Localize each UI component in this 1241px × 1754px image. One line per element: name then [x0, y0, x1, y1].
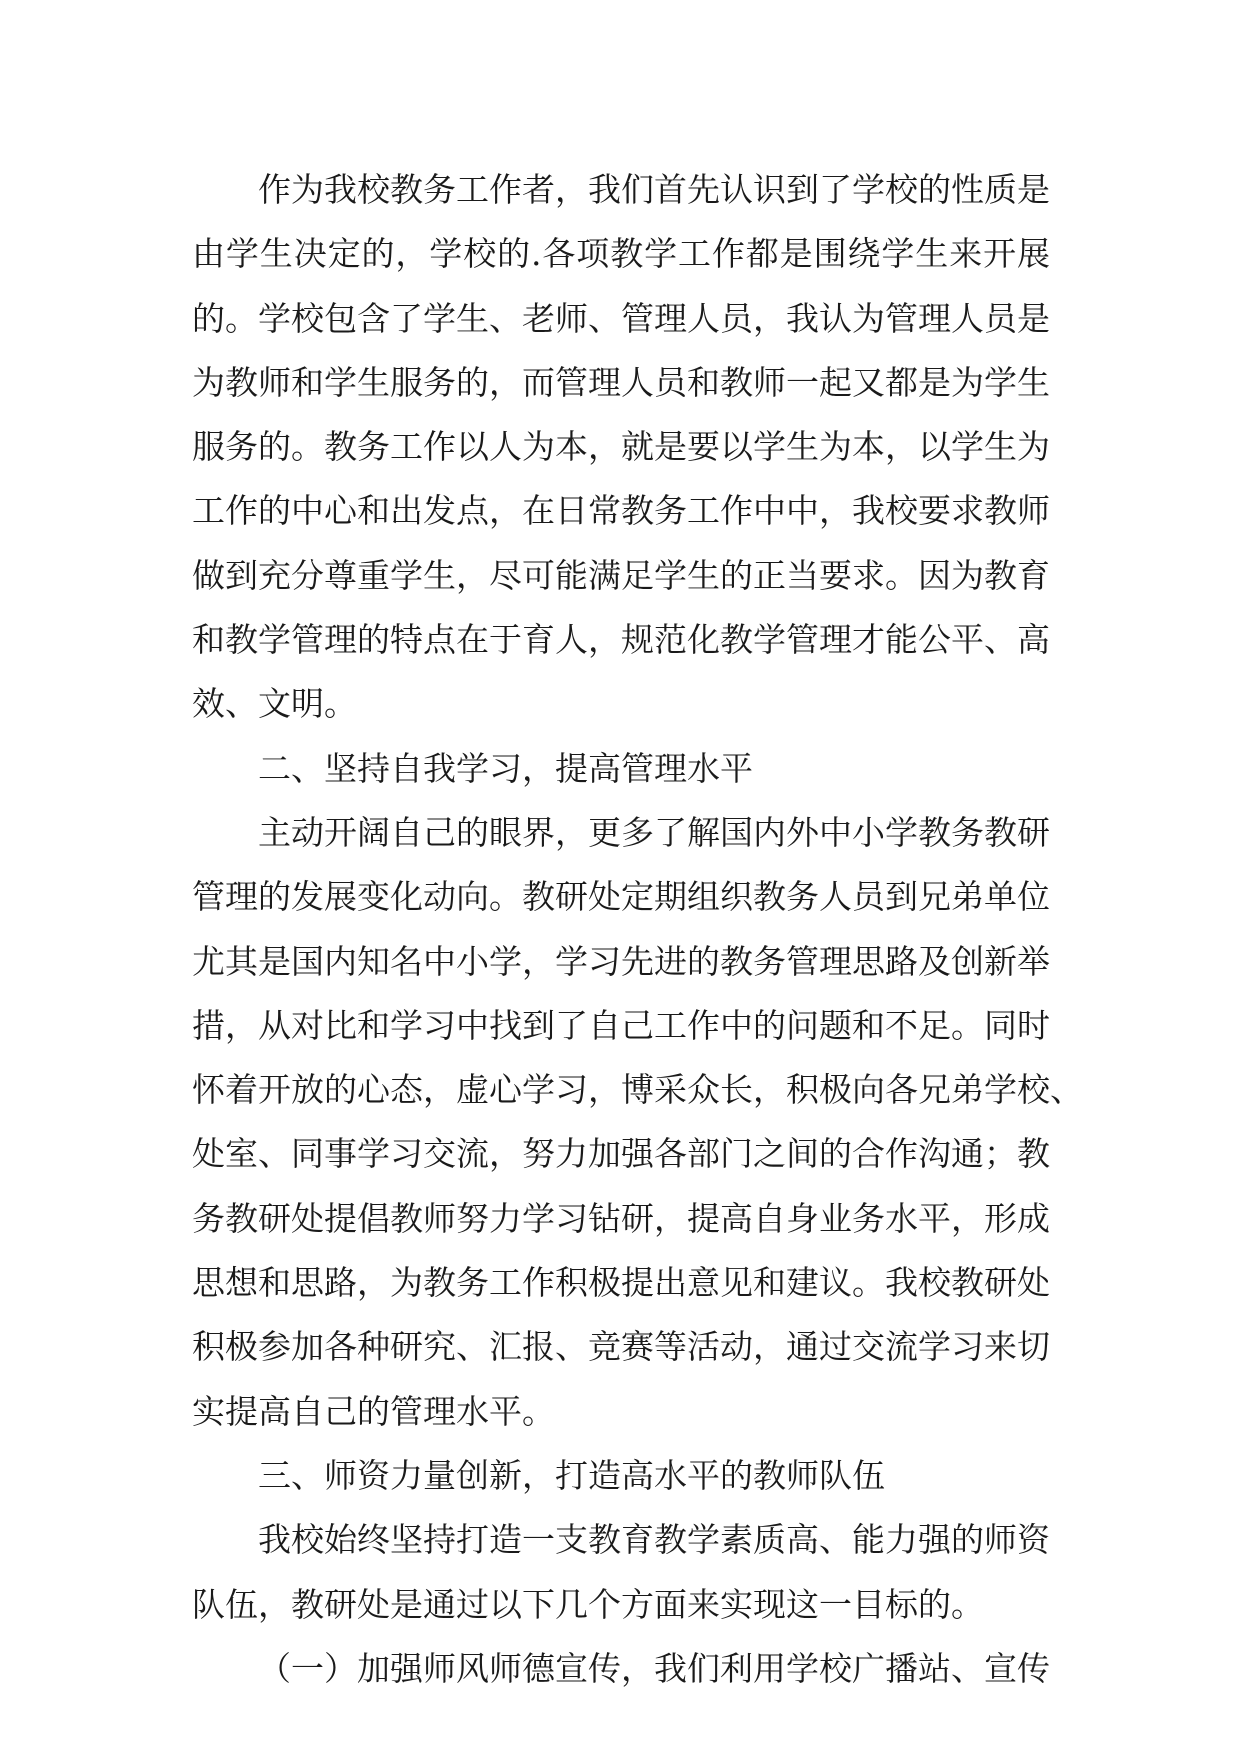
- paragraph-2-line-10: 实提高自己的管理水平。: [192, 1391, 555, 1431]
- paragraph-1-line-3: 的。学校包含了学生、老师、管理人员，我认为管理人员是: [192, 298, 1050, 338]
- paragraph-3-line-2: 队伍，教研处是通过以下几个方面来实现这一目标的。: [192, 1584, 984, 1624]
- numbered-item-1-line-1: （一）加强师风师德宣传，我们利用学校广播站、宣传: [258, 1648, 1050, 1688]
- paragraph-2-line-9: 积极参加各种研究、汇报、竞赛等活动，通过交流学习来切: [192, 1327, 1050, 1367]
- section-heading-2: 二、坚持自我学习，提高管理水平: [258, 748, 753, 788]
- paragraph-1-line-6: 工作的中心和出发点，在日常教务工作中中，我校要求教师: [192, 491, 1050, 531]
- paragraph-2-line-2: 管理的发展变化动向。教研处定期组织教务人员到兄弟单位: [192, 877, 1050, 917]
- paragraph-1-line-8: 和教学管理的特点在于育人，规范化教学管理才能公平、高: [192, 620, 1050, 660]
- paragraph-2-line-3: 尤其是国内知名中小学，学习先进的教务管理思路及创新举: [192, 941, 1050, 981]
- section-heading-3: 三、师资力量创新，打造高水平的教师队伍: [258, 1455, 885, 1495]
- paragraph-2-line-1: 主动开阔自己的眼界，更多了解国内外中小学教务教研: [258, 812, 1050, 852]
- paragraph-1-line-5: 服务的。教务工作以人为本，就是要以学生为本，以学生为: [192, 427, 1050, 467]
- paragraph-2-line-8: 思想和思路，为教务工作积极提出意见和建议。我校教研处: [192, 1263, 1050, 1303]
- paragraph-1-line-7: 做到充分尊重学生，尽可能满足学生的正当要求。因为教育: [192, 555, 1050, 595]
- paragraph-3-line-1: 我校始终坚持打造一支教育教学素质高、能力强的师资: [258, 1520, 1050, 1560]
- paragraph-2-line-7: 务教研处提倡教师努力学习钻研，提高自身业务水平，形成: [192, 1198, 1050, 1238]
- paragraph-1-line-2: 由学生决定的，学校的.各项教学工作都是围绕学生来开展: [192, 234, 1050, 274]
- paragraph-2-line-6: 处室、同事学习交流，努力加强各部门之间的合作沟通；教: [192, 1134, 1050, 1174]
- document-body: [192, 158, 1083, 1701]
- paragraph-1-line-4: 为教师和学生服务的，而管理人员和教师一起又都是为学生: [192, 362, 1050, 402]
- paragraph-2-line-5: 怀着开放的心态，虚心学习，博采众长，积极向各兄弟学校、: [192, 1070, 1083, 1110]
- paragraph-1-line-1: 作为我校教务工作者，我们首先认识到了学校的性质是: [258, 170, 1050, 209]
- paragraph-2-line-4: 措，从对比和学习中找到了自己工作中的问题和不足。同时: [192, 1005, 1050, 1045]
- paragraph-1-line-9: 效、文明。: [192, 684, 357, 724]
